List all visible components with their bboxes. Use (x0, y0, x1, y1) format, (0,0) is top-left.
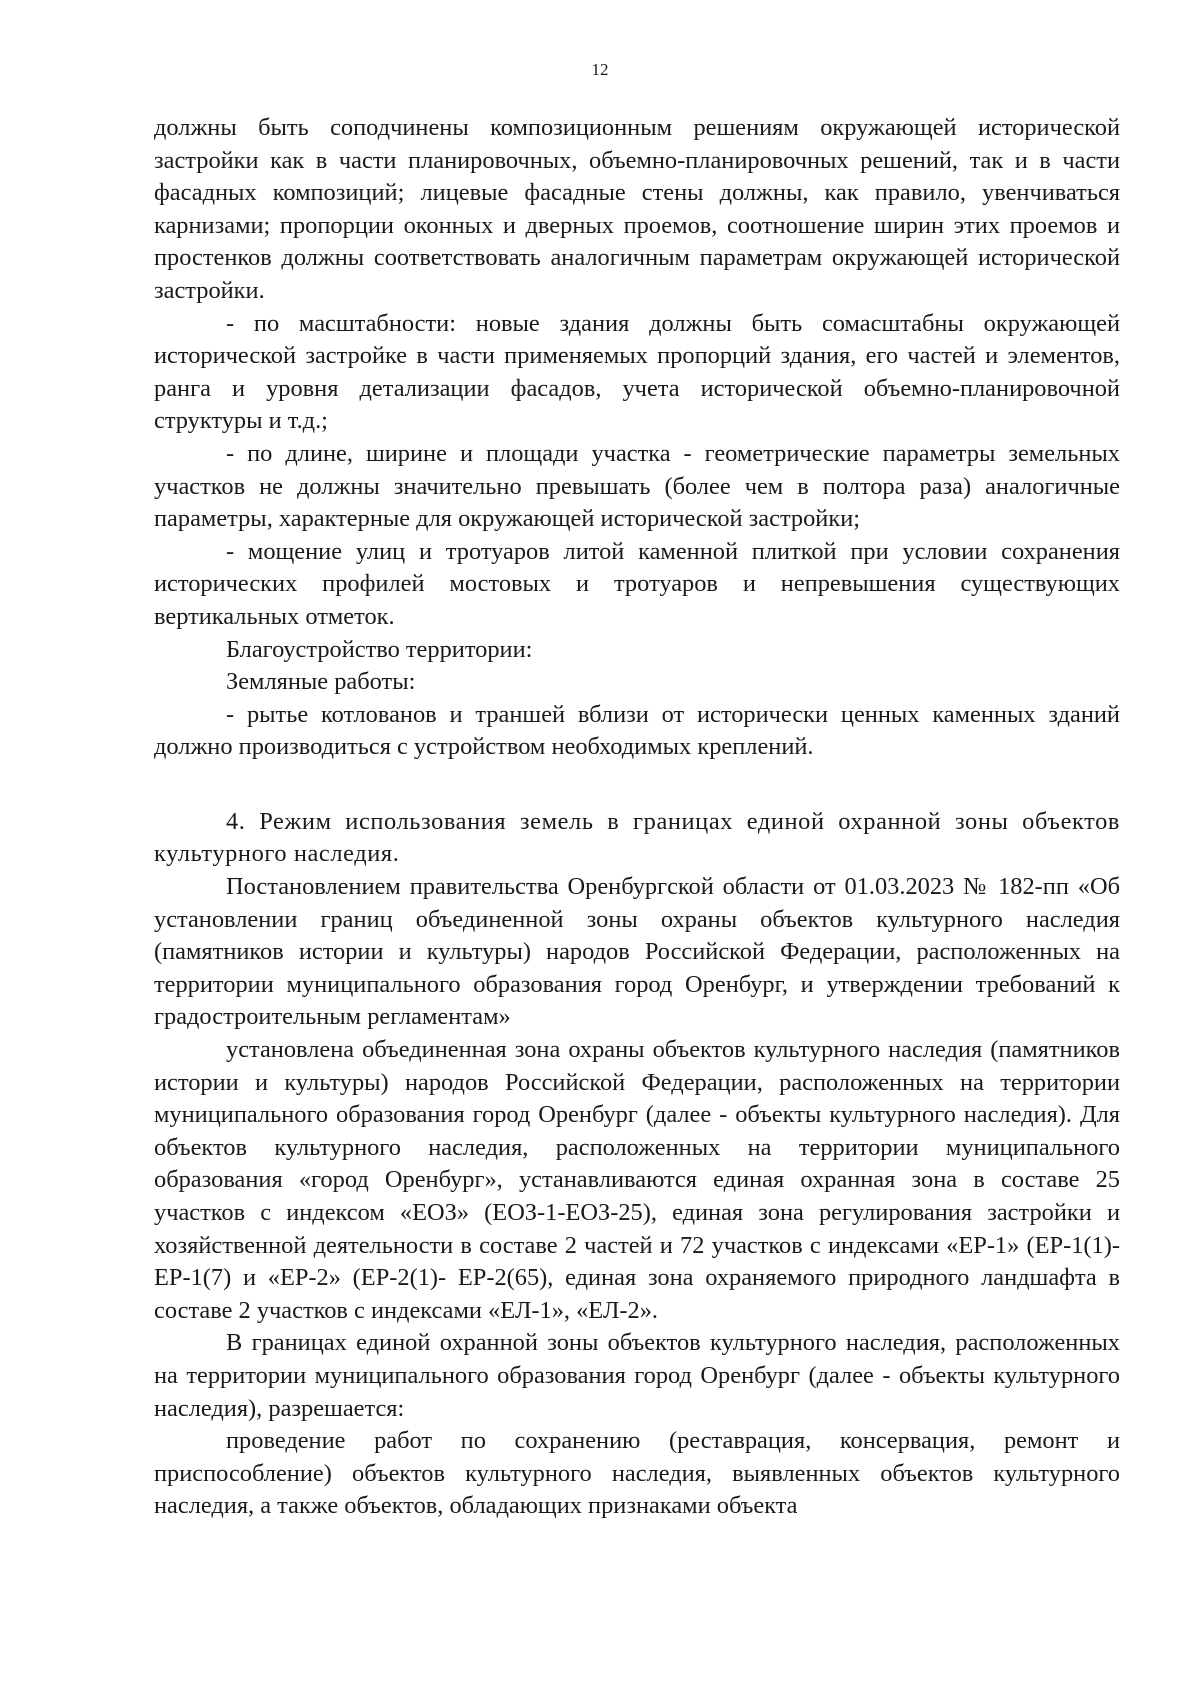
section-heading-4: 4. Режим использования земель в границах единой охранной зоны объектов культурного наследия. (154, 807, 1120, 868)
paragraph-excavation: - рытье котлованов и траншей вблизи от исторически ценных каменных зданий должно производиться с устройством необходимых креплений. (154, 700, 1120, 761)
paragraph-resolution: Постановлением правительства Оренбургской области от 01.03.2023 № 182-пп «Об установлении границ объединенной зоны охраны объектов культурного наследия (памятников истории и культуры) народов Российской Федерации, расположенных на территории муниципального образования город Оренбург, и утверждении требований к градостроительным регламентам» (154, 873, 1120, 1031)
paragraph-permitted: В границах единой охранной зоны объектов культурного наследия, расположенных на территории муниципального образования город Оренбург (далее - объекты культурного наследия), разрешается: (154, 1329, 1120, 1422)
paragraph-scale: - по масштабности: новые здания должны быть сомасштабны окружающей исторической застройке в части применяемых пропорций здания, его частей и элементов, ранга и уровня детализации фасадов, учета исторической объемно-планировочной структуры и т.д.; (154, 309, 1120, 435)
paragraph-preservation-works: проведение работ по сохранению (реставрация, консервация, ремонт и приспособление) объектов культурного наследия, выявленных объектов культурного наследия, а также объектов, обладающих признаками объекта (154, 1427, 1120, 1520)
paragraph-facade-requirements: должны быть соподчинены композиционным решениям окружающей исторической застройки как в части планировочных, объемно-планировочных решений, так и в части фасадных композиций; лицевые фасадные стены должны, как правило, увенчиваться карнизами; пропорции оконных и дверных проемов, соотношение ширин этих проемов и простенков должны соответствовать аналогичным параметрам окружающей исторической застройки. (154, 114, 1120, 304)
paragraph-plot-size: - по длине, ширине и площади участка - геометрические параметры земельных участков не должны значительно превышать (более чем в полтора раза) аналогичные параметры, характерные для окружающей исторической застройки; (154, 439, 1120, 533)
paragraph-zone-established: установлена объединенная зона охраны объектов культурного наследия (памятников истории и культуры) народов Российской Федерации, расположенных на территории муниципального образования город Оренбург (далее - объекты культурного наследия). Для объектов культурного наследия, расположенных на территории муниципального образования «город Оренбург», устанавливаются единая охранная зона в составе 25 участков с индексом «ЕОЗ» (ЕОЗ-1-ЕОЗ-25), единая зона регулирования застройки и хозяйственной деятельности в составе 2 частей и 72 участков с индексами «ЕР-1» (ЕР-1(1)-ЕР-1(7) и «ЕР-2» (ЕР-2(1)- ЕР-2(65), единая зона охраняемого природного ландшафта в составе 2 участков с индексами «ЕЛ-1», «ЕЛ-2». (154, 1036, 1120, 1324)
paragraph-landscaping: Благоустройство территории: (226, 635, 533, 663)
paragraph-paving: - мощение улиц и тротуаров литой каменной плиткой при условии сохранения исторических профилей мостовых и тротуаров и непревышения существующих вертикальных отметок. (154, 537, 1120, 630)
section-gap (154, 764, 1120, 806)
page-number: 12 (591, 60, 609, 79)
document-body (154, 112, 1120, 1523)
paragraph-earthworks: Земляные работы: (226, 668, 416, 696)
